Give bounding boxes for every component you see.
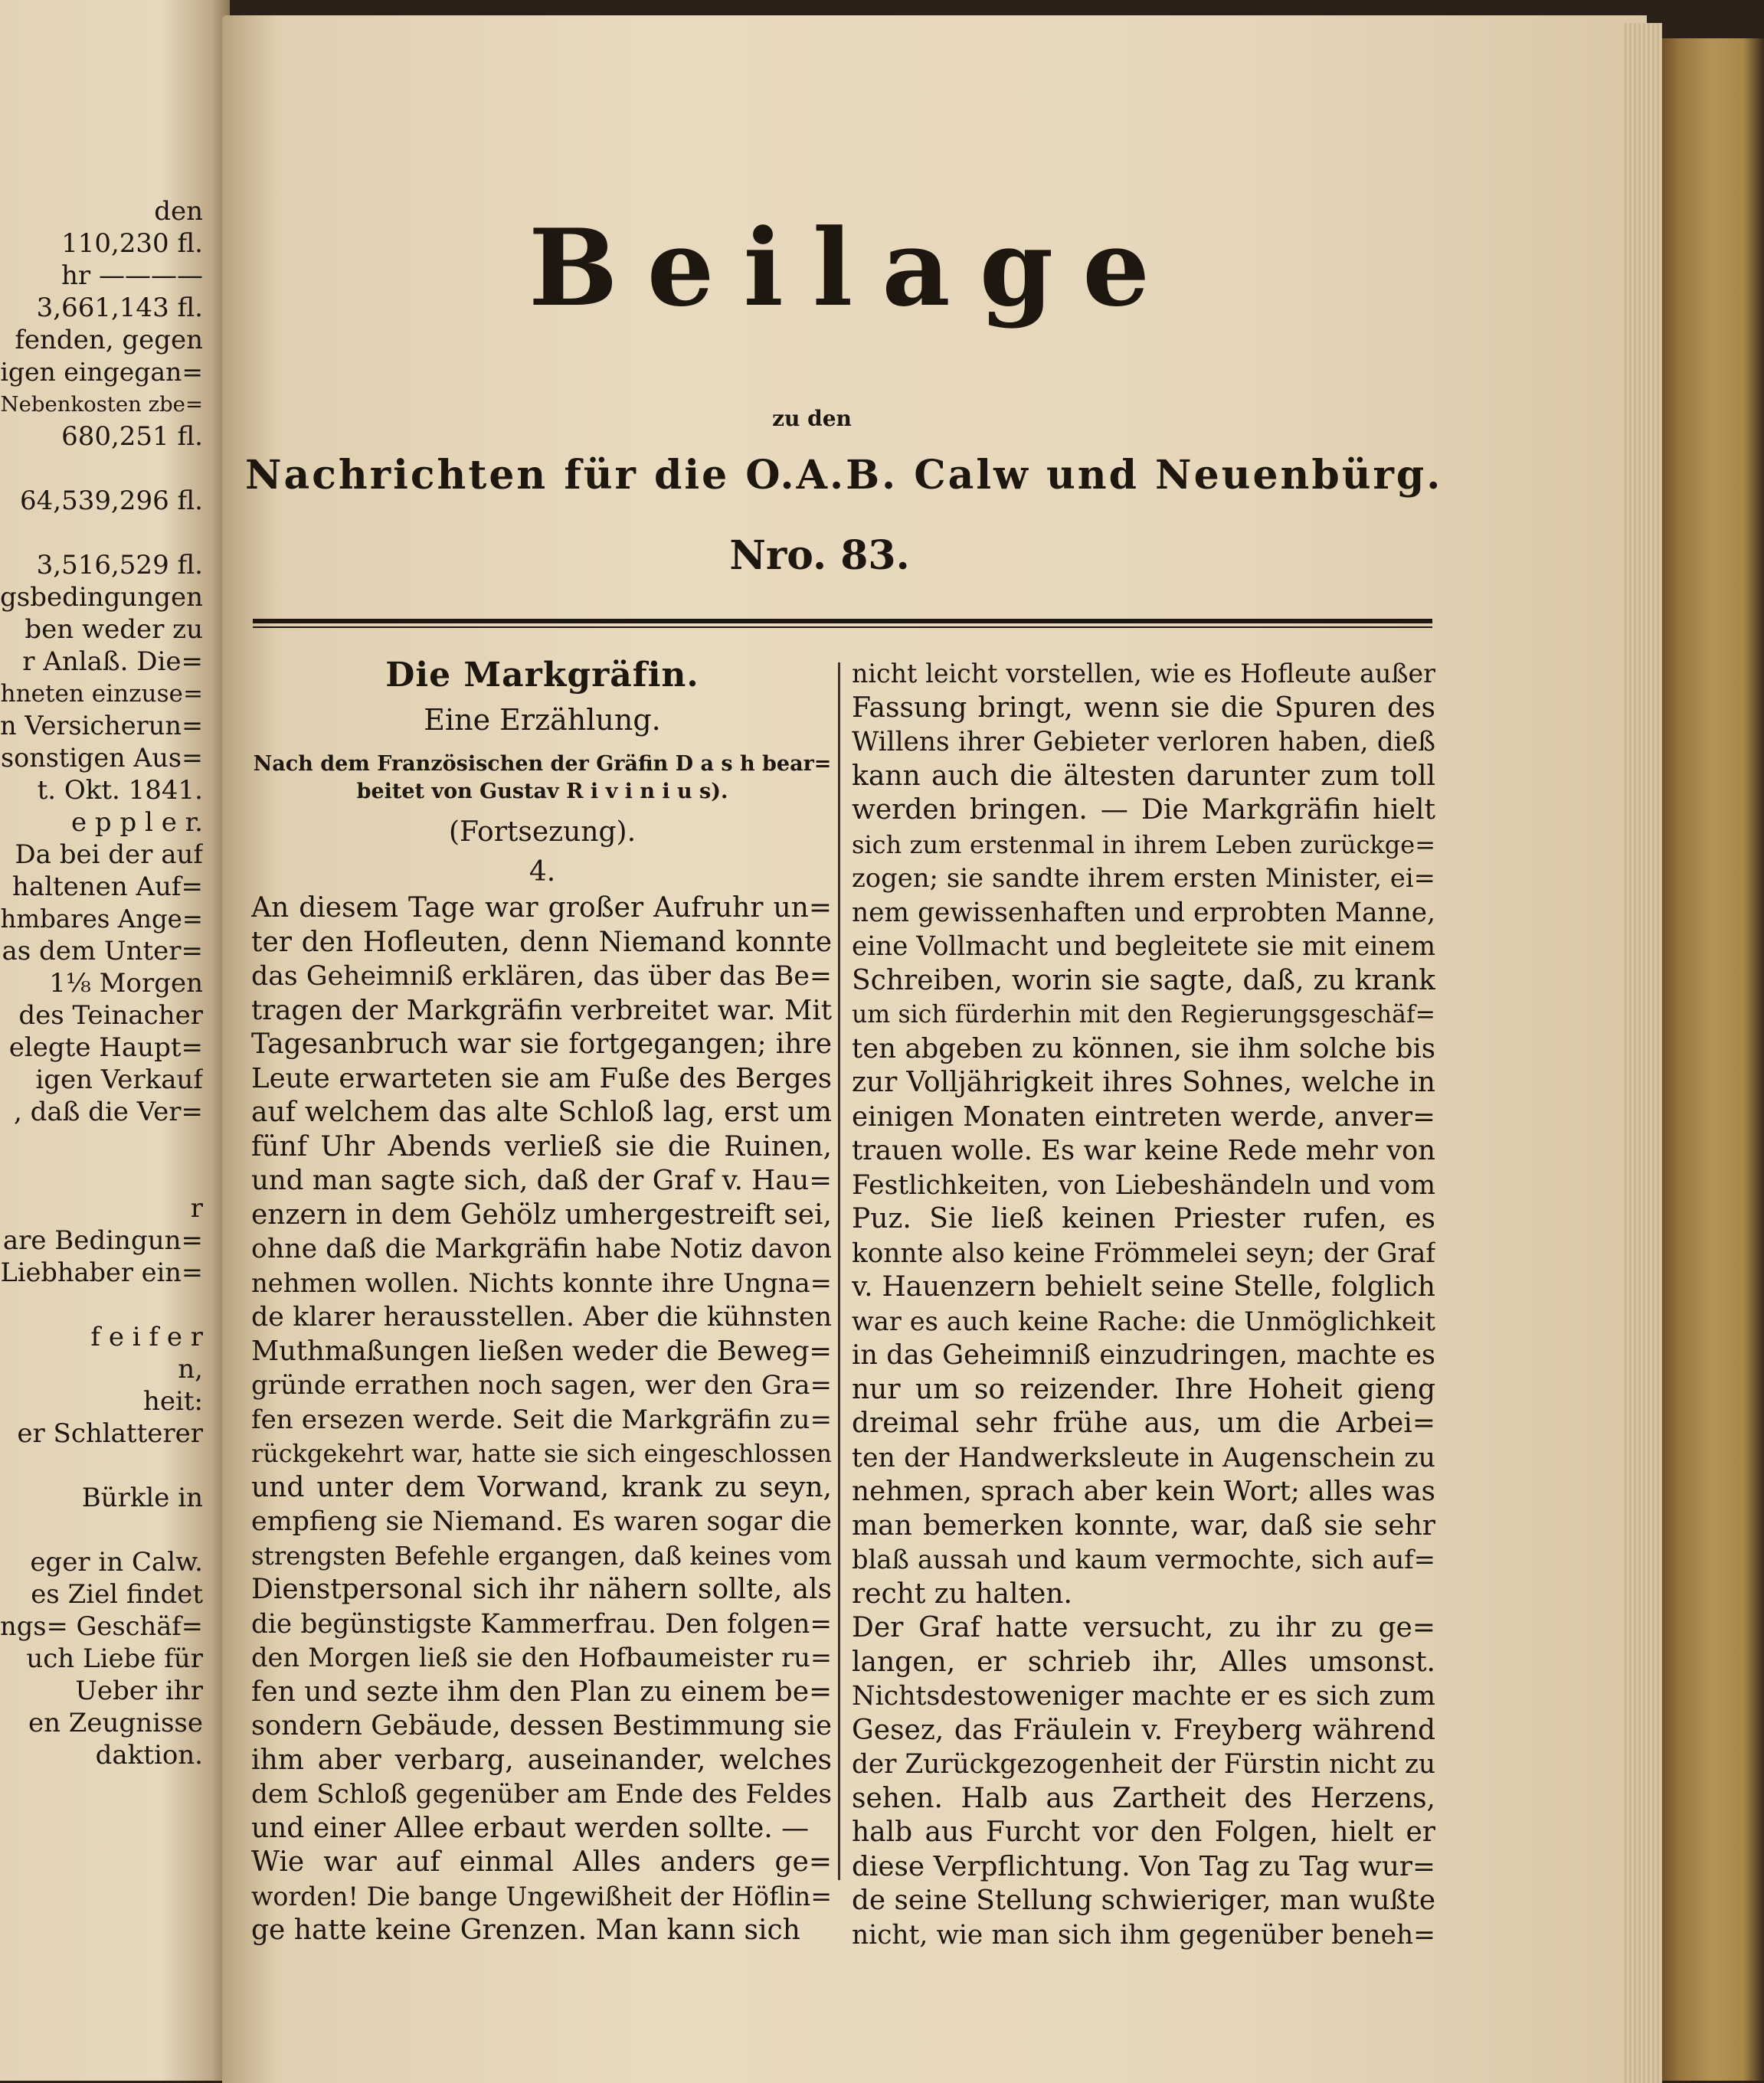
text-line: kann auch die ältesten darunter zum toll — [852, 760, 1435, 792]
left-fragment-line — [0, 453, 203, 485]
text-line: konnte also keine Frömmelei seyn; der Graf — [852, 1238, 1435, 1269]
left-fragment-line: r — [190, 1193, 203, 1224]
left-fragment-line: Ueber ihr — [75, 1676, 203, 1706]
text-line: Nichtsdestoweniger machte er es sich zum — [852, 1681, 1435, 1712]
text-line: worden! Die bange Ungewißheit der Höflin= — [251, 1881, 832, 1911]
text-line: recht zu halten. — [852, 1578, 1072, 1610]
text-column-right — [852, 657, 1435, 1952]
masthead-newspaper-name: Nachrichten für die O.A.B. Calw und Neuenbürg. — [245, 452, 1443, 499]
column-divider — [838, 662, 840, 1880]
left-fragment-line: are Bedingun= — [2, 1225, 203, 1256]
text-column-left — [251, 891, 832, 1948]
text-line: eine Vollmacht und begleitete sie mit einem — [852, 931, 1435, 962]
story-continued: (Fortsezung). — [448, 816, 637, 848]
left-fragment-line: den — [154, 196, 203, 227]
left-fragment-line: 680,251 fl. — [61, 421, 203, 452]
left-fragment-line: hneten einzuse= — [0, 680, 203, 708]
left-fragment-line: Nebenkosten zbe= — [0, 392, 203, 417]
left-fragment-line — [0, 517, 203, 549]
left-fragment-line: Liebhaber ein= — [0, 1257, 203, 1287]
chapter-number: 4. — [529, 856, 556, 888]
text-line: diese Verpflichtung. Von Tag zu Tag wur= — [852, 1850, 1435, 1882]
masthead-rule-thin — [253, 626, 1432, 628]
story-byline-line: beitet von Gustav R i v i n i u s). — [356, 780, 728, 803]
issue-number: Nro. 83. — [729, 532, 910, 579]
text-line: enzern in dem Gehölz umhergestreift sei, — [251, 1198, 832, 1231]
text-line: empfieng sie Niemand. Es waren sogar die — [251, 1506, 832, 1537]
text-line: in das Geheimniß einzudringen, machte es — [852, 1339, 1435, 1371]
left-fragment-line: 64,539,296 fl. — [20, 486, 203, 516]
text-line: nem gewissenhaften und erprobten Manne, — [852, 897, 1435, 928]
book-cover-edge — [1662, 38, 1764, 2081]
text-line: einigen Monaten eintreten werde, anver= — [852, 1100, 1435, 1133]
text-line: Wie war auf einmal Alles anders ge= — [251, 1846, 832, 1878]
text-line: nicht leicht vorstellen, wie es Hofleute außer — [852, 659, 1435, 688]
left-fragment-line: ngs= Geschäf= — [0, 1611, 203, 1641]
left-fragment-line: uch Liebe für — [26, 1643, 203, 1674]
left-fragment-line — [0, 1289, 203, 1321]
text-line: blaß aussah und kaum vermochte, sich auf= — [852, 1545, 1435, 1575]
text-line: de seine Stellung schwieriger, man wußte — [852, 1885, 1435, 1916]
left-fragment-line: 3,516,529 fl. — [36, 550, 203, 580]
left-fragment-line: daktion. — [95, 1740, 203, 1771]
text-line: Willens ihrer Gebieter verloren haben, dieß — [852, 727, 1435, 757]
text-line: trauen wolle. Es war keine Rede mehr von — [852, 1135, 1435, 1166]
left-fragment-line: igen Verkauf — [35, 1064, 203, 1095]
text-line: Der Graf hatte versucht, zu ihr zu ge= — [852, 1612, 1435, 1643]
text-line: strengsten Befehle ergangen, daß keines vom — [251, 1541, 832, 1571]
left-fragment-line: as dem Unter= — [2, 936, 203, 966]
text-line: nehmen wollen. Nichts konnte ihre Ungna= — [251, 1267, 832, 1298]
text-line: halb aus Furcht vor den Folgen, hielt er — [852, 1816, 1435, 1848]
text-line: um sich fürderhin mit den Regierungsgeschäf= — [852, 1001, 1435, 1028]
left-fragment-line: sonstigen Aus= — [1, 743, 203, 773]
left-fragment-line — [0, 1514, 203, 1546]
text-line: dem Schloß gegenüber am Ende des Feldes — [251, 1779, 832, 1810]
left-fragment-line: Bürkle in — [81, 1483, 203, 1513]
story-title: Die Markgräfin. — [385, 656, 699, 695]
text-line: sehen. Halb aus Zartheit des Herzens, — [852, 1782, 1435, 1814]
text-line: nicht, wie man sich ihm gegenüber beneh= — [852, 1919, 1435, 1951]
left-fragment-line: t. Okt. 1841. — [37, 775, 203, 806]
text-line: die begünstigste Kammerfrau. Den folgen= — [251, 1608, 832, 1640]
left-fragment-line: n Versicherun= — [0, 711, 203, 741]
text-line: sondern Gebäude, dessen Bestimmung sie — [251, 1710, 832, 1741]
text-line: dreimal sehr frühe aus, um die Arbei= — [852, 1408, 1435, 1439]
text-line: den Morgen ließ sie den Hofbaumeister ru= — [251, 1643, 832, 1673]
text-line: man bemerken konnte, war, daß sie sehr — [852, 1509, 1435, 1542]
left-fragment-line: hmbares Ange= — [0, 904, 203, 934]
left-fragment-line: f e i f e r — [90, 1322, 203, 1352]
text-line: rückgekehrt war, hatte sie sich eingeschlossen — [251, 1439, 832, 1468]
text-line: gründe errathen noch sagen, wer den Gra= — [251, 1370, 832, 1401]
text-line: ten abgeben zu können, sie ihm solche bis — [852, 1032, 1435, 1064]
text-line: ge hatte keine Grenzen. Man kann sich — [251, 1915, 800, 1946]
text-line: fen ersezen werde. Seit die Markgräfin zu= — [251, 1404, 832, 1435]
left-fragment-line: haltenen Auf= — [11, 871, 203, 902]
left-fragment-line: , daß die Ver= — [13, 1097, 203, 1127]
left-fragment-line: heit: — [142, 1386, 203, 1417]
text-line: Dienstpersonal sich ihr nähern sollte, als — [251, 1574, 832, 1605]
text-line: Leute erwarteten sie am Fuße des Berges — [251, 1062, 832, 1094]
text-line: werden bringen. — Die Markgräfin hielt — [852, 794, 1435, 826]
text-line: ohne daß die Markgräfin habe Notiz davon — [251, 1234, 832, 1264]
text-line: ter den Hofleuten, denn Niemand konnte — [251, 926, 832, 958]
text-line: der Zurückgezogenheit der Fürstin nicht zu — [852, 1749, 1435, 1780]
text-line: nehmen, sprach aber kein Wort; alles was — [852, 1476, 1435, 1507]
masthead-title: Beilage — [529, 205, 1179, 330]
story-byline-line: Nach dem Französischen der Gräfin D a s h bear= — [253, 752, 832, 776]
left-fragment-line: en Zeugnisse — [28, 1708, 203, 1738]
left-fragment-line: n, — [178, 1354, 203, 1385]
text-line: fünf Uhr Abends verließ sie die Ruinen, — [251, 1130, 832, 1162]
text-line: Fassung bringt, wenn sie die Spuren des — [852, 692, 1435, 724]
left-fragment-line: Da bei der auf — [15, 839, 203, 870]
masthead-subtitle: zu den — [772, 406, 852, 431]
text-line: ihm aber verbarg, auseinander, welches — [251, 1744, 832, 1776]
left-fragment-line: er Schlatterer — [17, 1418, 203, 1449]
left-fragment-line: es Ziel findet — [31, 1579, 203, 1610]
left-fragment-line: 110,230 fl. — [61, 228, 203, 259]
text-line: de klarer herausstellen. Aber die kühnsten — [251, 1302, 832, 1333]
left-fragment-line — [0, 1160, 203, 1192]
left-fragment-line: hr ———— — [61, 260, 203, 291]
text-line: ten der Handwerksleute in Augenschein zu — [852, 1442, 1435, 1473]
left-fragment-line: gsbedingungen — [0, 582, 203, 613]
left-fragment-line: fenden, gegen — [15, 325, 203, 355]
text-line: tragen der Markgräfin verbreitet war. Mit — [251, 994, 832, 1026]
text-line: auf welchem das alte Schloß lag, erst um — [251, 1097, 832, 1128]
left-fragment-line: 1⅛ Morgen — [49, 968, 203, 999]
masthead-rule — [253, 619, 1432, 623]
text-line: fen und sezte ihm den Plan zu einem be= — [251, 1676, 832, 1708]
text-line: sich zum erstenmal in ihrem Leben zurückge= — [852, 829, 1435, 859]
text-line: das Geheimniß erklären, das über das Be= — [251, 961, 832, 992]
text-line: und einer Allee erbaut werden sollte. — — [251, 1812, 810, 1844]
left-fragment-line: elegte Haupt= — [8, 1032, 203, 1063]
left-fragment-line: eger in Calw. — [30, 1547, 203, 1578]
text-line: zur Volljährigkeit ihres Sohnes, welche in — [852, 1067, 1435, 1098]
left-fragment-line: ben weder zu — [25, 614, 203, 645]
text-line: nur um so reizender. Ihre Hoheit gieng — [852, 1373, 1435, 1405]
text-line: Schreiben, worin sie sagte, daß, zu krank — [852, 964, 1435, 996]
text-line: Muthmaßungen ließen weder die Beweg= — [251, 1335, 832, 1367]
left-fragment-line: r Anlaß. Die= — [22, 646, 203, 677]
text-line: Tagesanbruch war sie fortgegangen; ihre — [251, 1028, 832, 1060]
text-line: war es auch keine Rache: die Unmöglichkeit — [852, 1306, 1435, 1336]
story-byline — [253, 750, 832, 806]
left-page-fragments — [0, 195, 203, 1771]
left-fragment-line: e p p l e r. — [70, 807, 203, 838]
left-fragment-line: igen eingegan= — [0, 357, 203, 387]
text-line: und man sagte sich, daß der Graf v. Hau= — [251, 1165, 832, 1196]
page-edges — [1624, 23, 1662, 2083]
left-fragment-line — [0, 1450, 203, 1482]
story-subtitle: Eine Erzählung. — [424, 703, 661, 737]
text-line: und unter dem Vorwand, krank zu seyn, — [251, 1471, 832, 1503]
left-fragment-line: des Teinacher — [18, 1000, 203, 1031]
text-line: An diesem Tage war großer Aufruhr un= — [251, 892, 832, 924]
left-fragment-line: 3,661,143 fl. — [36, 293, 203, 323]
text-line: Gesez, das Fräulein v. Freyberg während — [852, 1714, 1435, 1746]
text-line: zogen; sie sandte ihrem ersten Minister, ei= — [852, 863, 1435, 893]
text-line: Festlichkeiten, von Liebeshändeln und vom — [852, 1169, 1435, 1201]
text-line: v. Hauenzern behielt seine Stelle, folglich — [852, 1271, 1435, 1303]
text-line: Puz. Sie ließ keinen Priester rufen, es — [852, 1203, 1435, 1234]
text-line: langen, er schrieb ihr, Alles umsonst. — [852, 1646, 1435, 1678]
left-fragment-line — [0, 1128, 203, 1160]
